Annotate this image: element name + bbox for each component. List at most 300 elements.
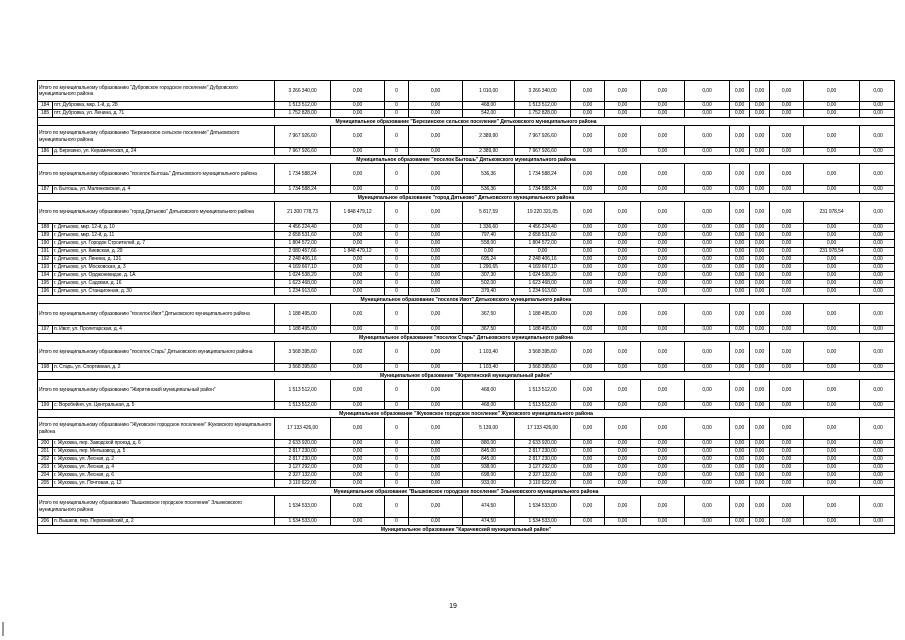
- value-cell: 0,00: [462, 248, 514, 255]
- value-cell: 0,00: [604, 102, 640, 109]
- value-cell: 19 220 321,05: [514, 202, 570, 223]
- value-cell: 845,00: [462, 456, 514, 463]
- value-cell: 7 967 926,60: [274, 148, 330, 155]
- subtotal-row: [37, 342, 895, 364]
- table-row: [37, 280, 895, 288]
- value-cell: 3 568 395,60: [274, 342, 330, 363]
- value-cell: 1 513 512,00: [274, 102, 330, 109]
- value-cell: 0,00: [408, 256, 462, 263]
- value-cell: 3 127 292,00: [274, 464, 330, 471]
- value-cell: 0,00: [769, 464, 803, 471]
- value-cell: 0,00: [640, 472, 684, 479]
- value-cell: 0,00: [859, 110, 896, 117]
- value-cell: 0,00: [729, 380, 749, 401]
- value-cell: 0,00: [640, 364, 684, 371]
- value-cell: 0: [384, 472, 408, 479]
- value-cell: 0,00: [408, 440, 462, 447]
- value-cell: 0,00: [769, 402, 803, 409]
- value-cell: 0,00: [749, 326, 769, 333]
- section-title: Муниципальное образование "Карачевский муниципальный район": [380, 526, 552, 533]
- value-cell: 0,00: [684, 448, 729, 455]
- value-cell: 1 623 468,00: [274, 280, 330, 287]
- value-cell: 797,40: [462, 232, 514, 239]
- value-cell: 0,00: [859, 81, 896, 101]
- address-cell: г. Жуковка, ул. Почтовая, д. 12: [52, 480, 274, 487]
- value-cell: 0: [384, 248, 408, 255]
- value-cell: 0,00: [749, 232, 769, 239]
- value-cell: 0,00: [570, 164, 604, 185]
- value-cell: 2 633 920,00: [514, 440, 570, 447]
- value-cell: 0,00: [640, 456, 684, 463]
- value-cell: 0,00: [604, 256, 640, 263]
- value-cell: 1 623 468,00: [514, 280, 570, 287]
- value-cell: 0,00: [803, 448, 859, 455]
- value-cell: 0,00: [684, 402, 729, 409]
- value-cell: 1 010,00: [462, 81, 514, 101]
- table-row: [37, 264, 895, 272]
- value-cell: 0,00: [684, 102, 729, 109]
- value-cell: 0,00: [769, 126, 803, 147]
- value-cell: 0,00: [729, 224, 749, 231]
- value-cell: 0: [384, 518, 408, 525]
- value-cell: 0,00: [604, 264, 640, 271]
- value-cell: 0,00: [729, 272, 749, 279]
- value-cell: 0,00: [749, 440, 769, 447]
- value-cell: 468,00: [462, 102, 514, 109]
- value-cell: 0,00: [684, 280, 729, 287]
- value-cell: 0,00: [729, 264, 749, 271]
- subtotal-label: Итого по муниципальному образованию "поселок Старь" Дятьковского муниципального района: [39, 349, 253, 356]
- value-cell: 0,00: [330, 380, 384, 401]
- value-cell: 0: [384, 326, 408, 333]
- value-cell: 0,00: [859, 464, 896, 471]
- value-cell: 0,00: [408, 380, 462, 401]
- value-cell: 0,00: [640, 280, 684, 287]
- value-cell: 0,00: [330, 518, 384, 525]
- section-header-row: [37, 334, 895, 342]
- value-cell: 0,00: [769, 110, 803, 117]
- value-cell: 0,00: [769, 472, 803, 479]
- value-cell: 0,00: [604, 202, 640, 223]
- value-cell: 0: [384, 448, 408, 455]
- table-row: [37, 232, 895, 240]
- value-cell: 0,00: [769, 264, 803, 271]
- value-cell: 0,00: [769, 418, 803, 439]
- address-cell: г. Дятьково, ул. Ленина, д. 131: [52, 256, 274, 263]
- value-cell: 1 752 828,00: [514, 110, 570, 117]
- table-row: [37, 256, 895, 264]
- row-number: 188: [40, 224, 50, 230]
- value-cell: 0,00: [729, 464, 749, 471]
- value-cell: 1 734 588,24: [274, 164, 330, 185]
- value-cell: 0,00: [729, 518, 749, 525]
- value-cell: 0: [384, 456, 408, 463]
- value-cell: 0,00: [604, 280, 640, 287]
- value-cell: 0,00: [749, 448, 769, 455]
- value-cell: 0,00: [729, 364, 749, 371]
- value-cell: 0,00: [408, 110, 462, 117]
- value-cell: 0,00: [330, 472, 384, 479]
- value-cell: 0,00: [729, 240, 749, 247]
- value-cell: 0,00: [749, 81, 769, 101]
- address-cell: г. Жуковка, ул. Лесная, д. 6: [52, 472, 274, 479]
- value-cell: 0,00: [769, 480, 803, 487]
- value-cell: 0,00: [684, 232, 729, 239]
- value-cell: 0,00: [749, 148, 769, 155]
- value-cell: 1 188 495,00: [514, 304, 570, 325]
- value-cell: 0,00: [859, 232, 896, 239]
- value-cell: 0,00: [803, 186, 859, 193]
- value-cell: 0,00: [684, 81, 729, 101]
- value-cell: 0: [384, 464, 408, 471]
- value-cell: 0,00: [749, 456, 769, 463]
- value-cell: 1 188 495,00: [514, 326, 570, 333]
- value-cell: 0,00: [749, 480, 769, 487]
- value-cell: 0,00: [859, 380, 896, 401]
- value-cell: 2 658 531,60: [514, 232, 570, 239]
- value-cell: 0,00: [729, 326, 749, 333]
- value-cell: 0,00: [859, 496, 896, 517]
- value-cell: 307,30: [462, 272, 514, 279]
- address-cell: г. Дятьково, ул. Орджоникидзе, д. 1А: [52, 272, 274, 279]
- subtotal-label: Итого по муниципальному образованию "Жуковское городское поселение" Жуковского муниципального района: [39, 422, 272, 435]
- value-cell: 0,00: [749, 126, 769, 147]
- value-cell: 1 848 479,12: [330, 202, 384, 223]
- value-cell: 2 817 230,00: [274, 456, 330, 463]
- value-cell: 0,00: [408, 364, 462, 371]
- value-cell: 0,00: [408, 240, 462, 247]
- value-cell: 0,00: [408, 81, 462, 101]
- subtotal-row: [37, 202, 895, 224]
- value-cell: 0,00: [330, 264, 384, 271]
- value-cell: 1 534 533,00: [514, 496, 570, 517]
- value-cell: 0,00: [803, 518, 859, 525]
- value-cell: 0,00: [749, 418, 769, 439]
- value-cell: 0,00: [803, 164, 859, 185]
- value-cell: 0,00: [570, 304, 604, 325]
- row-number: 202: [40, 456, 50, 462]
- value-cell: 0,00: [640, 126, 684, 147]
- value-cell: 367,50: [462, 304, 514, 325]
- value-cell: 0,00: [604, 288, 640, 295]
- value-cell: 0,00: [330, 81, 384, 101]
- value-cell: 0,00: [729, 232, 749, 239]
- value-cell: 2 327 132,00: [514, 472, 570, 479]
- value-cell: 0,00: [570, 288, 604, 295]
- value-cell: 0,00: [749, 342, 769, 363]
- value-cell: 2 389,90: [462, 126, 514, 147]
- value-cell: 0,00: [330, 448, 384, 455]
- subtotal-label: Итого по муниципальному образованию "Жирятинский муниципальный район": [39, 387, 216, 394]
- value-cell: 0,00: [514, 248, 570, 255]
- value-cell: 0,00: [640, 496, 684, 517]
- value-cell: 0,00: [604, 232, 640, 239]
- value-cell: 1 513 512,00: [514, 380, 570, 401]
- value-cell: 0,00: [803, 326, 859, 333]
- value-cell: 0,00: [604, 480, 640, 487]
- value-cell: 4 456 224,40: [274, 224, 330, 231]
- value-cell: 3 266 340,00: [274, 81, 330, 101]
- value-cell: 0,00: [859, 326, 896, 333]
- address-cell: г. Жуковка, ул. Лесная, д. 2: [52, 456, 274, 463]
- value-cell: 1 234 913,60: [514, 288, 570, 295]
- value-cell: 0,00: [729, 248, 749, 255]
- value-cell: 880,00: [462, 440, 514, 447]
- value-cell: 0,00: [749, 518, 769, 525]
- value-cell: 0,00: [408, 480, 462, 487]
- value-cell: 0,00: [803, 240, 859, 247]
- address-cell: пгт. Дубровка, ул. Ленина, д. 71: [52, 110, 274, 117]
- value-cell: 0,00: [803, 480, 859, 487]
- value-cell: 0,00: [640, 342, 684, 363]
- section-title: Муниципальное образование "Вышковское городское поселение" Злынковского муниципального района: [333, 488, 599, 495]
- value-cell: 0,00: [803, 456, 859, 463]
- value-cell: 2 817 230,00: [514, 456, 570, 463]
- value-cell: 0,00: [859, 224, 896, 231]
- value-cell: 695,24: [462, 256, 514, 263]
- section-title: Муниципальное образование "город Дятьково" Дятьковского муниципального района: [357, 194, 575, 201]
- value-cell: 0,00: [729, 418, 749, 439]
- value-cell: 0,00: [640, 464, 684, 471]
- value-cell: 0: [384, 288, 408, 295]
- value-cell: 0,00: [859, 256, 896, 263]
- value-cell: 0,00: [570, 402, 604, 409]
- value-cell: 0,00: [729, 456, 749, 463]
- value-cell: 1 534 533,00: [274, 518, 330, 525]
- row-number: 197: [40, 326, 50, 332]
- value-cell: 0,00: [640, 418, 684, 439]
- value-cell: 0,00: [330, 464, 384, 471]
- value-cell: 0,00: [604, 148, 640, 155]
- value-cell: 0,00: [749, 102, 769, 109]
- value-cell: 5 817,59: [462, 202, 514, 223]
- value-cell: 0,00: [803, 288, 859, 295]
- value-cell: 0,00: [330, 256, 384, 263]
- value-cell: 0: [384, 164, 408, 185]
- address-cell: г. Дятьково, ул. Московская, д. 3: [52, 264, 274, 271]
- value-cell: 3 568 395,60: [274, 364, 330, 371]
- section-title: Муниципальное образование "Березинское сельское поселение" Дятьковского муниципального района: [335, 118, 597, 125]
- value-cell: 0,00: [408, 102, 462, 109]
- value-cell: 0,00: [803, 342, 859, 363]
- value-cell: 0,00: [640, 81, 684, 101]
- row-number: 184: [40, 102, 50, 108]
- value-cell: 0,00: [570, 380, 604, 401]
- value-cell: 0,00: [729, 164, 749, 185]
- value-cell: 3 568 395,60: [514, 342, 570, 363]
- value-cell: 0,00: [729, 440, 749, 447]
- value-cell: 0,00: [604, 164, 640, 185]
- row-number: 201: [40, 448, 50, 454]
- subtotal-row: [37, 418, 895, 440]
- value-cell: 0,00: [330, 126, 384, 147]
- value-cell: 0,00: [749, 272, 769, 279]
- table-row: [37, 326, 895, 334]
- value-cell: 0: [384, 126, 408, 147]
- value-cell: 0,00: [729, 288, 749, 295]
- value-cell: 1 024 538,20: [514, 272, 570, 279]
- value-cell: 0,00: [330, 240, 384, 247]
- value-cell: 0,00: [570, 464, 604, 471]
- value-cell: 21 300 778,73: [274, 202, 330, 223]
- value-cell: 0,00: [729, 402, 749, 409]
- section-header-row: [37, 410, 895, 418]
- value-cell: 0,00: [684, 256, 729, 263]
- value-cell: 0,00: [330, 496, 384, 517]
- value-cell: 0,00: [769, 380, 803, 401]
- value-cell: 1 734 588,24: [514, 186, 570, 193]
- value-cell: 0,00: [803, 126, 859, 147]
- value-cell: 0,00: [729, 280, 749, 287]
- value-cell: 0,00: [859, 264, 896, 271]
- value-cell: 0,00: [408, 342, 462, 363]
- subtotal-row: [37, 380, 895, 402]
- value-cell: 0: [384, 110, 408, 117]
- value-cell: 0,00: [859, 364, 896, 371]
- value-cell: 0,00: [859, 304, 896, 325]
- row-number: 194: [40, 272, 50, 278]
- value-cell: 0,00: [570, 496, 604, 517]
- value-cell: 0,00: [729, 148, 749, 155]
- value-cell: 1 513 512,00: [274, 402, 330, 409]
- row-number: 206: [40, 518, 50, 524]
- value-cell: 0,00: [769, 202, 803, 223]
- value-cell: 0: [384, 440, 408, 447]
- value-cell: 0,00: [408, 456, 462, 463]
- table-row: [37, 472, 895, 480]
- value-cell: 845,00: [462, 448, 514, 455]
- value-cell: 474,50: [462, 518, 514, 525]
- value-cell: 0,00: [604, 380, 640, 401]
- address-cell: г. Дятьково, мкр. 12-й, д. 11: [52, 232, 274, 239]
- value-cell: 0,00: [859, 102, 896, 109]
- address-cell: г. Дятьково, ул. Городок Строителей, д. 7: [52, 240, 274, 247]
- value-cell: 0,00: [604, 81, 640, 101]
- section-title: Муниципальное образование "Жирятинский муниципальный район": [379, 372, 553, 379]
- value-cell: 0,00: [604, 272, 640, 279]
- value-cell: 0: [384, 380, 408, 401]
- value-cell: 0,00: [749, 264, 769, 271]
- value-cell: 0,00: [749, 202, 769, 223]
- value-cell: 0,00: [859, 202, 896, 223]
- row-number: 199: [40, 402, 50, 408]
- value-cell: 1 848 479,12: [330, 248, 384, 255]
- value-cell: 0,00: [408, 148, 462, 155]
- value-cell: 0,00: [684, 186, 729, 193]
- value-cell: 0,00: [803, 304, 859, 325]
- value-cell: 0,00: [729, 448, 749, 455]
- value-cell: 698,00: [462, 472, 514, 479]
- scan-edge-mark: [2, 622, 4, 636]
- value-cell: 3 110 622,00: [514, 480, 570, 487]
- value-cell: 0,00: [330, 224, 384, 231]
- value-cell: 0,00: [604, 110, 640, 117]
- value-cell: 0,00: [570, 102, 604, 109]
- value-cell: 0: [384, 224, 408, 231]
- row-number: 204: [40, 472, 50, 478]
- value-cell: 0,00: [604, 304, 640, 325]
- value-cell: 2 658 531,60: [274, 232, 330, 239]
- value-cell: 0,00: [604, 186, 640, 193]
- table-row: [37, 440, 895, 448]
- value-cell: 0,00: [330, 110, 384, 117]
- value-cell: 0,00: [570, 240, 604, 247]
- value-cell: 0,00: [749, 248, 769, 255]
- value-cell: 1 188 495,00: [274, 326, 330, 333]
- table-row: [37, 364, 895, 372]
- value-cell: 0,00: [859, 148, 896, 155]
- value-cell: 0,00: [570, 440, 604, 447]
- value-cell: 0,00: [570, 232, 604, 239]
- value-cell: 0,00: [640, 256, 684, 263]
- row-number: 195: [40, 280, 50, 286]
- value-cell: 0,00: [749, 224, 769, 231]
- value-cell: 2 817 230,00: [274, 448, 330, 455]
- value-cell: 0,00: [604, 496, 640, 517]
- value-cell: 0,00: [570, 126, 604, 147]
- value-cell: 0,00: [684, 224, 729, 231]
- address-cell: п. Вышков, пер. Первомайский, д. 2: [52, 518, 274, 525]
- value-cell: 0,00: [749, 464, 769, 471]
- value-cell: 0,00: [604, 126, 640, 147]
- address-cell: г. Дятьково, ул. Киевская, д. 29: [52, 248, 274, 255]
- value-cell: 0,00: [570, 248, 604, 255]
- value-cell: 0,00: [684, 342, 729, 363]
- value-cell: 0,00: [684, 418, 729, 439]
- table-row: [37, 448, 895, 456]
- value-cell: 0,00: [729, 186, 749, 193]
- value-cell: 0,00: [640, 304, 684, 325]
- value-cell: 0,00: [330, 164, 384, 185]
- value-cell: 0,00: [859, 402, 896, 409]
- value-cell: 0,00: [729, 304, 749, 325]
- value-cell: 0,00: [769, 518, 803, 525]
- value-cell: 0,00: [769, 224, 803, 231]
- row-number: 186: [40, 148, 50, 154]
- section-header-row: [37, 156, 895, 164]
- row-number: 190: [40, 240, 50, 246]
- value-cell: 367,50: [462, 326, 514, 333]
- value-cell: 0,00: [640, 110, 684, 117]
- value-cell: 0,00: [408, 164, 462, 185]
- value-cell: 0,00: [640, 248, 684, 255]
- table-row: [37, 456, 895, 464]
- value-cell: 1 103,40: [462, 342, 514, 363]
- row-number: 191: [40, 248, 50, 254]
- value-cell: 0,00: [749, 280, 769, 287]
- subtotal-label: Итого по муниципальному образованию "город Дятьково" Дятьковского муниципального района: [39, 209, 254, 216]
- value-cell: 0,00: [859, 186, 896, 193]
- value-cell: 0,00: [769, 326, 803, 333]
- value-cell: 0,00: [330, 342, 384, 363]
- table-row: [37, 224, 895, 232]
- value-cell: 0: [384, 232, 408, 239]
- value-cell: 0: [384, 364, 408, 371]
- value-cell: 0,00: [604, 472, 640, 479]
- table-row: [37, 480, 895, 488]
- value-cell: 0,00: [684, 472, 729, 479]
- row-number: 196: [40, 288, 50, 294]
- row-number: 187: [40, 186, 50, 192]
- value-cell: 0: [384, 186, 408, 193]
- value-cell: 0,00: [684, 126, 729, 147]
- row-number: 192: [40, 256, 50, 262]
- subtotal-row: [37, 164, 895, 186]
- table-row: [37, 288, 895, 296]
- value-cell: 0,00: [330, 402, 384, 409]
- value-cell: 0,00: [803, 280, 859, 287]
- row-number: 203: [40, 464, 50, 470]
